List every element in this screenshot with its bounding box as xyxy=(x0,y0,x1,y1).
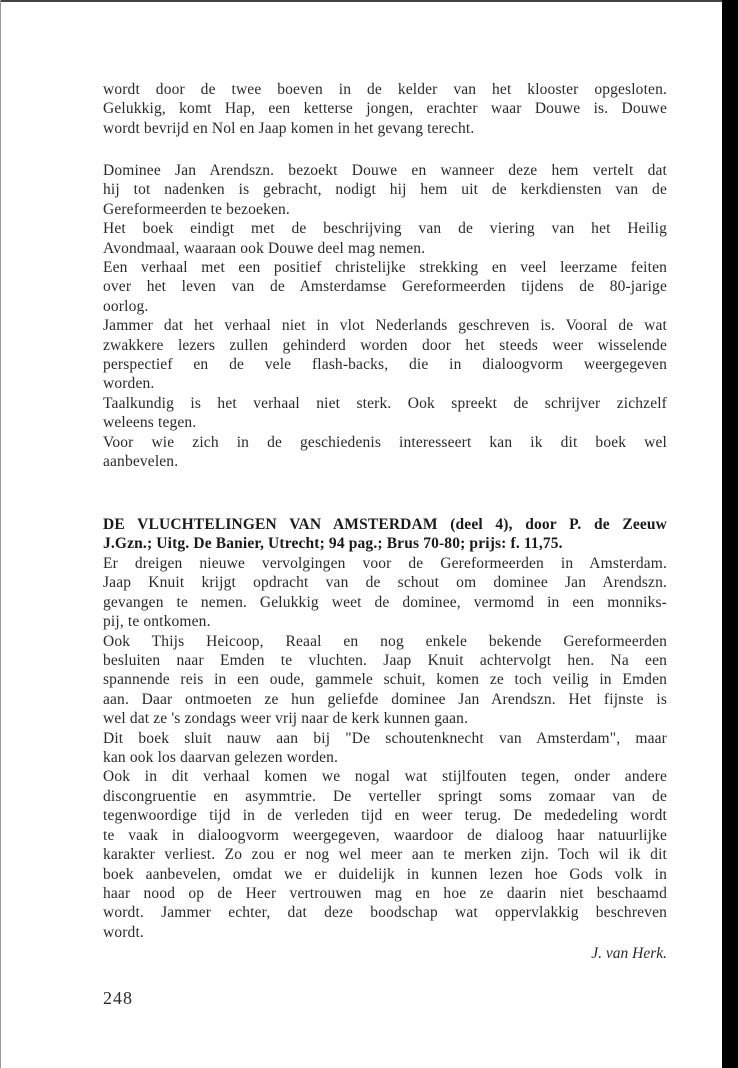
text-line: aan. Daar ontmoeten ze hun geliefde dominee Jan Arendszn. Het fijnste is xyxy=(103,690,667,708)
text-line: Dominee Jan Arendszn. bezoekt Douwe en wanneer deze hem vertelt dat xyxy=(103,162,667,179)
text-line: kan ook los daarvan gelezen worden. xyxy=(103,749,339,767)
left-border-line xyxy=(0,0,1,1068)
review2-body xyxy=(103,554,667,942)
text-line: perspectief en de vele flash-backs, die in dialoogvorm weergegeven xyxy=(103,356,667,374)
text-line: karakter verliest. Zo zou er nog wel meer aan te merken zijn. Toch wil ik dit xyxy=(103,846,667,864)
heading-line: DE VLUCHTELINGEN VAN AMSTERDAM (deel 4), door P. de Zeeuw xyxy=(103,516,667,533)
reviewer-signature: J. van Herk. xyxy=(591,945,667,962)
text-line: wordt bevrijd en Nol en Jaap komen in het gevang terecht. xyxy=(103,119,475,137)
text-line: wel dat ze 's zondags weer vrij naar de kerk kunnen gaan. xyxy=(103,710,469,728)
text-line: wordt. Jammer echter, dat deze boodschap wat oppervlakkig beschreven xyxy=(103,904,667,922)
text-line: Gereformeerden te bezoeken. xyxy=(103,200,290,218)
text-line: pij, te ontkomen. xyxy=(103,613,211,631)
text-line: boek aanbevelen, omdat we er duidelijk in kunnen lezen hoe Gods volk in xyxy=(103,865,667,883)
text-line: gevangen te nemen. Gelukkig weet de dominee, vermomd in een monniks- xyxy=(103,593,667,611)
text-line: Jammer dat het verhaal niet in vlot Nederlands geschreven is. Vooral de wat xyxy=(103,317,667,335)
review1-paragraph-2 xyxy=(103,161,667,472)
text-line: Er dreigen nieuwe vervolgingen voor de Gereformeerden in Amsterdam. xyxy=(103,555,667,572)
text-line: Een verhaal met een positief christelijke strekking en veel leerzame feiten xyxy=(103,259,667,277)
text-line: Gelukkig, komt Hap, een ketterse jongen, erachter waar Douwe is. Douwe xyxy=(103,100,667,118)
text-line: Voor wie zich in de geschiedenis interesseert kan ik dit boek wel xyxy=(103,433,667,451)
text-line: wordt. xyxy=(103,923,144,941)
text-line: wordt door de twee boeven in de kelder van het klooster opgesloten. xyxy=(103,81,667,98)
page-number: 248 xyxy=(103,988,133,1008)
text-line: worden. xyxy=(103,375,155,393)
text-line: over het leven van de Amsterdamse Gereformeerden tijdens de 80-jarige xyxy=(103,278,667,296)
text-line: weleens tegen. xyxy=(103,414,197,432)
text-line: oorlog. xyxy=(103,297,149,315)
text-line: Ook Thijs Heicoop, Reaal en nog enkele bekende Gereformeerden xyxy=(103,632,667,650)
text-line: Avondmaal, waaraan ook Douwe deel mag nemen. xyxy=(103,239,426,257)
text-line: Het boek eindigt met de beschrijving van de viering van het Heilig xyxy=(103,220,667,238)
text-line: Ook in dit verhaal komen we nogal wat stijlfouten tegen, onder andere xyxy=(103,768,667,786)
text-line: spannende reis in een oude, gammele schuit, komen ze toch veilig in Emden xyxy=(103,671,667,689)
text-line: Dit boek sluit nauw aan bij "De schoutenknecht van Amsterdam", maar xyxy=(103,729,667,747)
text-line: zwakkere lezers zullen gehinderd worden door het steeds weer wisselende xyxy=(103,336,667,354)
top-border-line xyxy=(0,0,738,2)
text-line: haar nood op de Heer vertrouwen mag en hoe ze daarin niet beschaamd xyxy=(103,884,667,902)
text-line: Jaap Knuit krijgt opdracht van de schout om dominee Jan Arendszn. xyxy=(103,574,667,592)
text-line: te vaak in dialoogvorm weergegeven, waardoor de dialoog haar natuurlijke xyxy=(103,826,667,844)
scan-edge-shadow xyxy=(722,0,738,1068)
review1-paragraph-1 xyxy=(103,80,667,138)
text-line: tegenwoordige tijd in de verleden tijd en weer terug. De mededeling wordt xyxy=(103,807,667,825)
text-line: besluiten naar Emden te vluchten. Jaap Knuit achtervolgt hen. Na een xyxy=(103,652,667,670)
text-line: aanbevelen. xyxy=(103,453,179,471)
text-line: Taalkundig is het verhaal niet sterk. Ook spreekt de schrijver zichzelf xyxy=(103,394,667,412)
review2-heading xyxy=(103,515,667,554)
heading-line: J.Gzn.; Uitg. De Banier, Utrecht; 94 pag.; Brus 70-80; prijs: f. 11,75. xyxy=(103,535,563,553)
text-line: hij tot nadenken is gebracht, nodigt hij hem uit de kerkdiensten van de xyxy=(103,181,667,199)
text-line: discongruentie en asymmtrie. De verteller springt soms zomaar van de xyxy=(103,787,667,805)
